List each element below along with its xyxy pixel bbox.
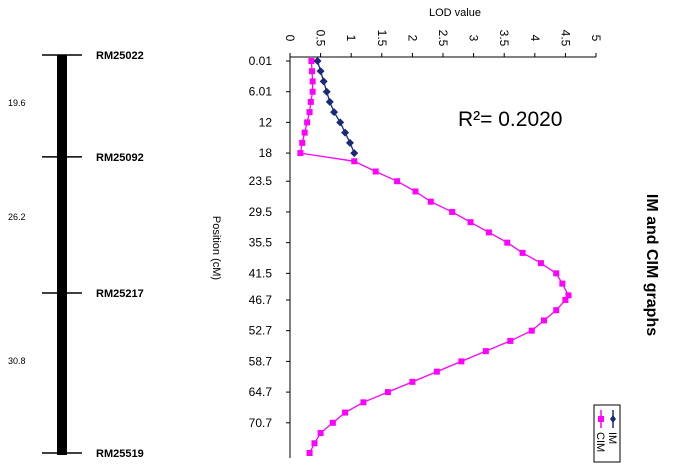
x-tick-label: 2 [405, 34, 420, 42]
data-point-cim [360, 399, 366, 405]
data-point-im [314, 57, 322, 65]
data-point-cim [330, 420, 336, 426]
data-point-cim [304, 119, 310, 125]
legend [594, 405, 620, 462]
x-tick-label: 0.5 [313, 29, 328, 47]
data-point-cim [458, 358, 464, 364]
genetic-map [8, 50, 144, 460]
interval-distance: 26.2 [8, 212, 26, 222]
r-squared-label: R²= 0.2020 [458, 108, 563, 131]
data-point-cim [553, 307, 559, 313]
interval-distance: 30.8 [8, 356, 26, 366]
x-tick-label: 0 [283, 34, 297, 42]
x-tick-label: 3.5 [497, 29, 512, 47]
data-point-cim [308, 58, 314, 64]
x-tick-label: 1 [344, 34, 359, 42]
chromosome-bar [57, 55, 67, 455]
lod-chart [210, 7, 603, 458]
marker-label: RM25092 [96, 151, 144, 164]
data-point-cim [428, 199, 434, 205]
marker-label: RM25022 [96, 50, 144, 62]
interval-distance: 19.6 [8, 98, 26, 108]
y-tick-label: 12 [258, 115, 272, 130]
data-point-cim [434, 369, 440, 375]
x-tick-label: 5 [589, 34, 603, 42]
y-tick-label: 23.5 [248, 174, 272, 189]
x-tick-label: 1.5 [374, 29, 389, 47]
y-tick-label: 70.7 [248, 415, 272, 430]
y-tick-label: 6.01 [248, 84, 272, 99]
data-point-cim [307, 109, 313, 115]
side-title: IM and CIM graphs [643, 193, 660, 337]
data-point-cim [385, 389, 391, 395]
y-tick-label: 18 [258, 146, 272, 161]
series-line-im [318, 61, 355, 153]
y-tick-label: 52.7 [248, 323, 272, 338]
data-point-cim [553, 270, 559, 276]
x-tick-label: 3 [466, 34, 481, 42]
data-point-im [320, 77, 328, 85]
y-tick-label: 64.7 [248, 385, 272, 400]
marker-label: RM25519 [96, 448, 144, 460]
data-point-cim [297, 150, 303, 156]
data-point-cim [559, 281, 565, 287]
y-tick-label: 46.7 [248, 292, 272, 307]
data-point-cim [302, 130, 308, 136]
legend-marker [598, 416, 604, 422]
data-point-im [317, 67, 325, 75]
data-point-cim [538, 260, 544, 266]
x-tick-label: 4.5 [558, 29, 573, 47]
data-point-cim [318, 430, 324, 436]
data-point-cim [486, 229, 492, 235]
y-tick-label: 35.5 [248, 235, 272, 250]
data-point-cim [504, 240, 510, 246]
y-tick-label: 0.01 [248, 54, 272, 68]
data-point-cim [507, 338, 513, 344]
data-point-cim [409, 379, 415, 385]
data-point-cim [308, 99, 314, 105]
data-point-cim [307, 450, 313, 456]
data-point-im [323, 88, 331, 96]
y-tick-label: 41.5 [248, 266, 272, 281]
data-point-cim [309, 68, 315, 74]
data-point-im [326, 98, 334, 106]
legend-label: IM [606, 432, 618, 445]
data-point-cim [520, 250, 526, 256]
data-point-im [341, 129, 349, 137]
data-point-cim [373, 169, 379, 175]
y-axis-title: Position (cM) [210, 215, 222, 281]
data-point-cim [310, 78, 316, 84]
x-tick-label: 2.5 [436, 29, 450, 47]
data-point-cim [483, 348, 489, 354]
y-tick-label: 29.5 [248, 204, 272, 219]
data-point-cim [394, 178, 400, 184]
data-point-cim [562, 297, 568, 303]
data-point-cim [541, 317, 547, 323]
data-point-cim [351, 158, 357, 164]
data-point-im [336, 118, 344, 126]
y-tick-label: 58.7 [248, 354, 272, 369]
legend-label: CIM [594, 432, 606, 453]
data-point-cim [468, 219, 474, 225]
data-point-im [330, 108, 338, 116]
marker-label: RM25217 [96, 287, 144, 300]
data-point-im [346, 139, 354, 147]
data-point-cim [310, 89, 316, 95]
data-point-cim [449, 209, 455, 215]
data-point-cim [299, 140, 305, 146]
data-point-cim [311, 440, 317, 446]
x-tick-label: 4 [527, 34, 542, 42]
x-axis-title: LOD value [429, 7, 481, 19]
data-point-cim [529, 328, 535, 334]
data-point-cim [342, 410, 348, 416]
data-point-im [350, 149, 358, 157]
data-point-cim [412, 188, 418, 194]
